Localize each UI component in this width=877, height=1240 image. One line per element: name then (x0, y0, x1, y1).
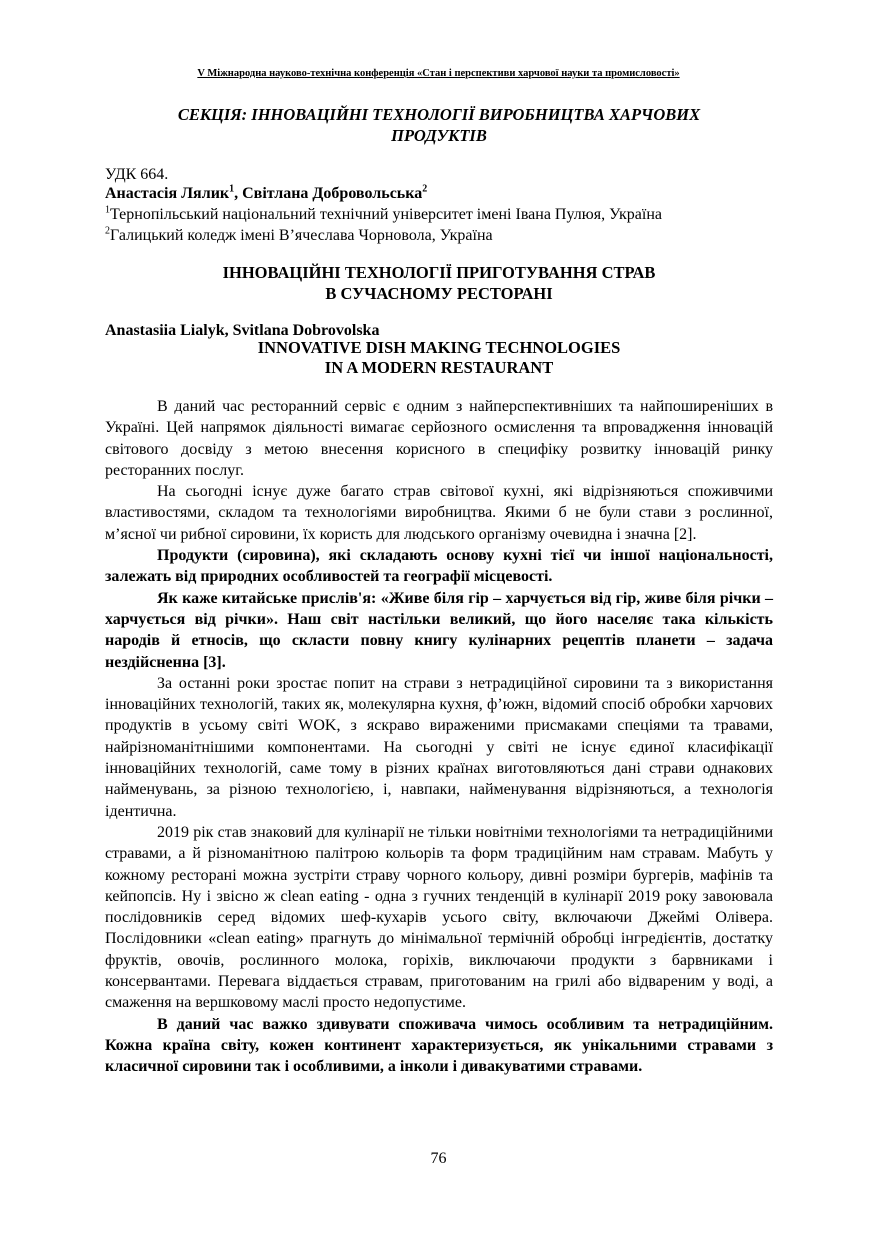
body-paragraph: Продукти (сировина), які складають основу кухні тієї чи іншої національності, залежать від природних особливостей та географії місцевості. (105, 547, 773, 586)
body-paragraph: За останні роки зростає попит на страви з нетрадиційної сировини та з використання інноваційних технологій, таких як, молекулярна кухня, ф’южн, відомий спосіб обробки харчових продуктів в усьому світі WOK, з яскраво вираженими присмаками спеціями та травами, найрізноманітнішими компонентами. На сьогодні у світі не існує єдиної класифікації інноваційних технологій, саме тому в різних країнах виготовляються дані страви однакових найменувань, за різною технологією, і, навпаки, найменування відрізняються, а технологія ідентична. (105, 674, 773, 820)
author-name: Світлана Добровольська (242, 185, 423, 202)
page-number: 76 (430, 1150, 447, 1167)
paper-title-ukrainian (105, 262, 773, 304)
affiliation-text: Тернопільський національний технічний університет імені Івана Пулюя, Україна (110, 206, 662, 223)
paper-title-english (105, 338, 773, 378)
section-title-line: ПРОДУКТІВ (391, 126, 487, 145)
title-line: IN A MODERN RESTAURANT (324, 358, 554, 377)
affiliation-text: Галицький коледж імені В’ячеслава Чорновола, Україна (110, 227, 493, 244)
section-title (105, 104, 773, 146)
body-paragraph: В даний час ресторанний сервіс є одним з найперспективніших та найпоширеніших в Україні. Цей напрямок діяльності вимагає серйозного осмислення та впровадження інновацій світового досвіду з метою внесення корисного в специфіку розвитку інновацій ринку ресторанних послуг. (105, 398, 773, 479)
body-paragraph: В даний час важко здивувати споживача чимось особливим та нетрадиційним. Кожна країна світу, кожен континент характеризується, як унікальними стравами з класичної сировини так і особливими, а інколи і дивакуватими стравами. (105, 1015, 773, 1076)
authors-english: Anastasiia Lialyk, Svitlana Dobrovolska (105, 322, 380, 339)
affiliation-mark: 1 (105, 204, 110, 216)
affiliation (105, 204, 773, 225)
author-name: Анастасія Лялик (105, 185, 230, 202)
running-head: V Міжнародна науково-технічна конференція «Стан і перспективи харчової науки та промисловості» (197, 68, 680, 79)
author-affiliation-mark: 1 (229, 183, 235, 195)
paper-body (105, 396, 773, 1078)
authors-ukrainian (105, 183, 773, 204)
body-paragraph: Як каже китайське прислів'я: «Живе біля гір – харчується від гір, живе біля річки – харчується від річки». Наш світ настільки великий, що його населяє така кількість народів й етносів, що скласти повну книгу кулінарних рецептів планети – задача нездійсненна [3]. (105, 589, 773, 671)
udc-code: УДК 664. (105, 166, 169, 183)
section-title-line: СЕКЦІЯ: ІННОВАЦІЙНІ ТЕХНОЛОГІЇ ВИРОБНИЦТВА ХАРЧОВИХ (177, 105, 701, 124)
author-separator: , (234, 185, 243, 202)
title-line: INNOVATIVE DISH MAKING TECHNOLOGIES (257, 338, 621, 357)
title-line: В СУЧАСНОМУ РЕСТОРАНІ (325, 284, 553, 303)
affiliation-mark: 2 (105, 225, 110, 237)
title-line: ІННОВАЦІЙНІ ТЕХНОЛОГІЇ ПРИГОТУВАННЯ СТРАВ (222, 263, 656, 282)
body-paragraph: 2019 рік став знаковий для кулінарії не тільки новітніми технологіями та нетрадиційними стравами, а й різноманітною палітрою кольорів та форм традиційним нам стравам. Мабуть у кожному ресторані можна зустріти страву чорного кольору, дивні розміри бургерів, мафінів та кейпопсів. Ну і звісно ж clean eating - одна з гучних тенденцій в кулінарії 2019 року завоювала послідовників серед відомих шеф-кухарів усього світу, включаючи Джеймі Олівера. Послідовники «clean eating» прагнуть до мінімальної термічній обробці інгредієнтів, достатку фруктів, овочів, рослинного молока, горіхів, виключаючи продукти з барвниками і консервантами. Перевага віддається стравам, приготованим на грилі або відвареним у воді, а смаження на вершковому маслі просто недопустиме. (105, 823, 773, 1012)
body-paragraph: На сьогодні існує дуже багато страв світової кухні, які відрізняються споживчими властивостями, складом та технологіями виробництва. Якими б не були стави з рослинної, м’ясної чи рибної сировини, їх користь для людського організму очевидна і значна [2]. (105, 483, 773, 543)
author-affiliation-mark: 2 (422, 183, 428, 195)
affiliation (105, 225, 773, 246)
